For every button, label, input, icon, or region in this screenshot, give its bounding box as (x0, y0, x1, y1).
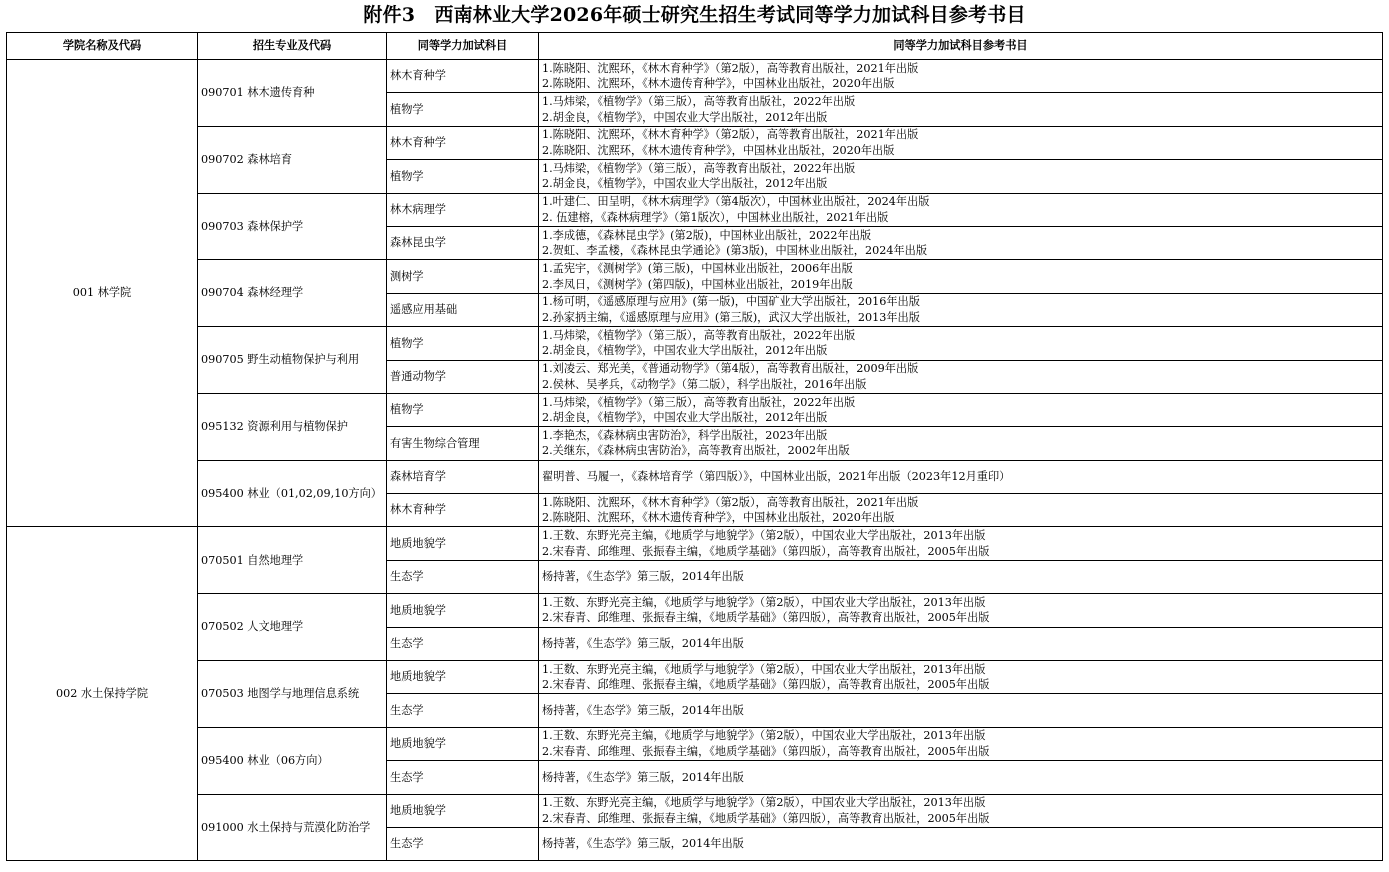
refs-cell (539, 527, 1383, 560)
major-cell: 095400 林业（01,02,09,10方向） (198, 460, 387, 527)
reference-line: 2.贺虹、李孟楼，《森林昆虫学通论》(第3版)，中国林业出版社，2024年出版 (542, 244, 928, 258)
header-college: 学院名称及代码 (7, 33, 198, 60)
refs-cell (539, 393, 1383, 426)
refs-cell (539, 260, 1383, 293)
subject-cell: 林木病理学 (387, 193, 539, 226)
subject-cell: 生态学 (387, 761, 539, 794)
refs-cell (539, 360, 1383, 393)
reference-line: 2.陈晓阳、沈熙环，《林木遗传育种学》，中国林业出版社，2020年出版 (542, 77, 895, 91)
major-cell: 095132 资源利用与植物保护 (198, 393, 387, 460)
refs-cell (539, 727, 1383, 760)
header-subject: 同等学力加试科目 (387, 33, 539, 60)
reference-line: 2.宋春青、邱维理、张振春主编，《地质学基础》（第四版），高等教育出版社，2005年出版 (542, 678, 990, 692)
refs-cell (539, 427, 1383, 460)
college-cell: 001 林学院 (7, 60, 198, 527)
reference-table (6, 32, 1383, 861)
table-row (7, 193, 1383, 226)
refs-cell (539, 160, 1383, 193)
reference-line: 2.孙家抦主编，《遥感原理与应用》(第三版)，武汉大学出版社，2013年出版 (542, 310, 920, 324)
refs-cell (539, 460, 1383, 493)
subject-cell: 测树学 (387, 260, 539, 293)
reference-line: 1.李成德，《森林昆虫学》(第2版)，中国林业出版社，2022年出版 (542, 228, 872, 242)
refs-cell (539, 761, 1383, 794)
major-cell: 070501 自然地理学 (198, 527, 387, 594)
reference-line: 1.李艳杰，《森林病虫害防治》，科学出版社，2023年出版 (542, 428, 828, 442)
reference-line: 1.陈晓阳、沈熙环，《林木育种学》（第2版），高等教育出版社，2021年出版 (542, 128, 919, 142)
refs-cell (539, 694, 1383, 727)
subject-cell: 森林昆虫学 (387, 226, 539, 259)
subject-cell: 生态学 (387, 827, 539, 860)
subject-cell: 植物学 (387, 160, 539, 193)
reference-line: 2.宋春青、邱维理、张振春主编，《地质学基础》（第四版），高等教育出版社，2005年出版 (542, 811, 990, 825)
table-row (7, 527, 1383, 560)
major-cell: 095400 林业（06方向） (198, 727, 387, 794)
reference-line: 1.马炜梁，《植物学》（第三版），高等教育出版社，2022年出版 (542, 94, 856, 108)
reference-line: 2.胡金良，《植物学》，中国农业大学出版社，2012年出版 (542, 177, 828, 191)
subject-cell: 有害生物综合管理 (387, 427, 539, 460)
reference-line: 2.关继东，《森林病虫害防治》，高等教育出版社，2002年出版 (542, 444, 850, 458)
reference-line: 2.宋春青、邱维理、张振春主编，《地质学基础》（第四版），高等教育出版社，2005年出版 (542, 745, 990, 758)
table-row (7, 460, 1383, 493)
reference-line: 1.王数、东野光亮主编，《地质学与地貌学》（第2版），中国农业大学出版社，2013年出版 (542, 729, 986, 743)
header-row (7, 33, 1383, 60)
major-cell: 070503 地图学与地理信息系统 (198, 661, 387, 728)
refs-cell (539, 560, 1383, 593)
reference-line: 1.马炜梁，《植物学》（第三版），高等教育出版社，2022年出版 (542, 395, 856, 409)
subject-cell: 植物学 (387, 93, 539, 126)
subject-cell: 地质地貌学 (387, 727, 539, 760)
subject-cell: 地质地貌学 (387, 794, 539, 827)
major-cell: 090702 森林培育 (198, 126, 387, 193)
refs-cell (539, 60, 1383, 93)
reference-line: 1.马炜梁，《植物学》（第三版），高等教育出版社，2022年出版 (542, 161, 856, 175)
header-major: 招生专业及代码 (198, 33, 387, 60)
table-row (7, 327, 1383, 360)
major-cell: 090703 森林保护学 (198, 193, 387, 260)
refs-cell (539, 594, 1383, 627)
refs-cell (539, 327, 1383, 360)
table-row (7, 727, 1383, 760)
table-row (7, 594, 1383, 627)
reference-line: 1.孟宪宇，《测树学》(第三版)，中国林业出版社，2006年出版 (542, 261, 853, 275)
subject-cell: 生态学 (387, 627, 539, 660)
reference-line: 1.陈晓阳、沈熙环，《林木育种学》（第2版），高等教育出版社，2021年出版 (542, 495, 919, 509)
major-cell: 090705 野生动植物保护与利用 (198, 327, 387, 394)
reference-line: 1.王数、东野光亮主编，《地质学与地貌学》（第2版），中国农业大学出版社，2013年出版 (542, 595, 986, 609)
reference-line: 杨持著，《生态学》第三版，2014年出版 (542, 703, 744, 717)
reference-line: 2.胡金良，《植物学》，中国农业大学出版社，2012年出版 (542, 411, 828, 425)
reference-line: 1.陈晓阳、沈熙环，《林木育种学》（第2版），高等教育出版社，2021年出版 (542, 61, 919, 75)
refs-cell (539, 827, 1383, 860)
major-cell: 090701 林木遗传育种 (198, 60, 387, 127)
reference-line: 1.杨可明，《遥感原理与应用》(第一版)，中国矿业大学出版社，2016年出版 (542, 295, 920, 309)
reference-line: 2.胡金良，《植物学》，中国农业大学出版社，2012年出版 (542, 110, 828, 124)
reference-line: 1.王数、东野光亮主编，《地质学与地貌学》（第2版），中国农业大学出版社，2013年出版 (542, 529, 986, 543)
reference-line: 1.王数、东野光亮主编，《地质学与地貌学》（第2版），中国农业大学出版社，2013年出版 (542, 796, 986, 810)
subject-cell: 生态学 (387, 694, 539, 727)
refs-cell (539, 794, 1383, 827)
major-cell: 091000 水土保持与荒漠化防治学 (198, 794, 387, 861)
subject-cell: 遥感应用基础 (387, 293, 539, 326)
subject-cell: 植物学 (387, 327, 539, 360)
subject-cell: 植物学 (387, 393, 539, 426)
major-cell: 070502 人文地理学 (198, 594, 387, 661)
table-row (7, 260, 1383, 293)
subject-cell: 普通动物学 (387, 360, 539, 393)
table-row (7, 126, 1383, 159)
subject-cell: 林木育种学 (387, 494, 539, 527)
reference-line: 1.马炜梁，《植物学》（第三版），高等教育出版社，2022年出版 (542, 328, 856, 342)
college-cell: 002 水土保持学院 (7, 527, 198, 861)
reference-line: 2.李凤日，《测树学》(第四版)，中国林业出版社，2019年出版 (542, 277, 853, 291)
reference-line: 2.陈晓阳、沈熙环，《林木遗传育种学》，中国林业出版社，2020年出版 (542, 511, 895, 525)
subject-cell: 生态学 (387, 560, 539, 593)
reference-line: 1.叶建仁、田呈明，《林木病理学》（第4版次），中国林业出版社，2024年出版 (542, 195, 930, 209)
table-row (7, 794, 1383, 827)
page-title: 附件3 西南林业大学2026年硕士研究生招生考试同等学力加试科目参考书目 (363, 4, 1026, 26)
reference-line: 2. 伍建榕，《森林病理学》（第1版次），中国林业出版社，2021年出版 (542, 210, 889, 224)
subject-cell: 林木育种学 (387, 60, 539, 93)
refs-cell (539, 226, 1383, 259)
refs-cell (539, 494, 1383, 527)
reference-line: 2.侯林、吴孝兵，《动物学》（第二版），科学出版社，2016年出版 (542, 377, 867, 391)
reference-line: 2.陈晓阳、沈熙环，《林木遗传育种学》，中国林业出版社，2020年出版 (542, 143, 895, 157)
major-cell: 090704 森林经理学 (198, 260, 387, 327)
reference-line: 1.刘凌云、郑光美，《普通动物学》（第4版），高等教育出版社，2009年出版 (542, 362, 919, 376)
subject-cell: 地质地貌学 (387, 594, 539, 627)
reference-line: 2.宋春青、邱维理、张振春主编，《地质学基础》（第四版），高等教育出版社，2005年出版 (542, 611, 990, 625)
reference-line: 杨持著，《生态学》第三版，2014年出版 (542, 570, 744, 584)
refs-cell (539, 661, 1383, 694)
reference-line: 杨持著，《生态学》第三版，2014年出版 (542, 837, 744, 851)
reference-line: 2.胡金良，《植物学》，中国农业大学出版社，2012年出版 (542, 344, 828, 358)
refs-cell (539, 126, 1383, 159)
refs-cell (539, 93, 1383, 126)
subject-cell: 地质地貌学 (387, 527, 539, 560)
refs-cell (539, 193, 1383, 226)
reference-line: 杨持著，《生态学》第三版，2014年出版 (542, 770, 744, 784)
refs-cell (539, 293, 1383, 326)
reference-line: 2.宋春青、邱维理、张振春主编，《地质学基础》（第四版），高等教育出版社，2005年出版 (542, 544, 990, 558)
refs-cell (539, 627, 1383, 660)
reference-line: 1.王数、东野光亮主编，《地质学与地貌学》（第2版），中国农业大学出版社，2013年出版 (542, 662, 986, 676)
subject-cell: 林木育种学 (387, 126, 539, 159)
reference-line: 翟明普、马履一，《森林培育学（第四版）》，中国林业出版，2021年出版（2023年12月重印） (542, 470, 1011, 484)
header-refs: 同等学力加试科目参考书目 (539, 33, 1383, 60)
reference-line: 杨持著，《生态学》第三版，2014年出版 (542, 637, 744, 651)
table-row (7, 60, 1383, 93)
subject-cell: 森林培育学 (387, 460, 539, 493)
subject-cell: 地质地貌学 (387, 661, 539, 694)
table-body (7, 60, 1383, 861)
table-row (7, 393, 1383, 426)
table-row (7, 661, 1383, 694)
